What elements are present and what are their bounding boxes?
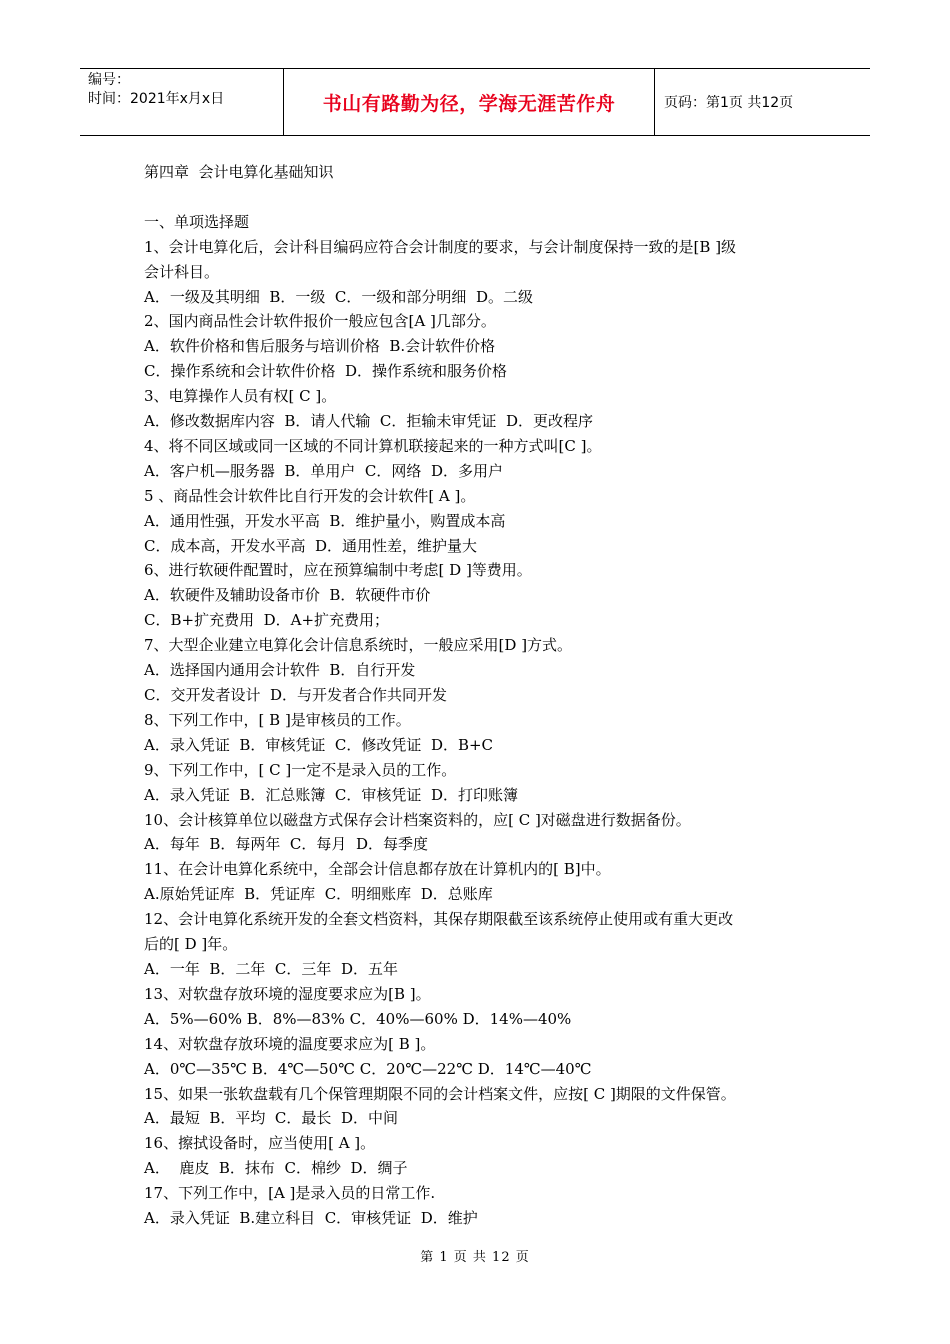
document-body xyxy=(144,160,824,1231)
text-line: A．通用性强，开发水平高 B．维护量小，购置成本高 xyxy=(144,511,506,530)
text-line: A．选择国内通用会计软件 B．自行开发 xyxy=(144,661,416,680)
text-line: C．操作系统和会计软件价格 D．操作系统和服务价格 xyxy=(144,362,508,381)
text-line: 会计科目。 xyxy=(144,262,220,281)
text-line: 10、会计核算单位以磁盘方式保存会计档案资料的，应[ C ]对磁盘进行数据备份。 xyxy=(144,810,691,829)
text-line: C．B+扩充费用 D．A+扩充费用； xyxy=(144,611,390,630)
text-line: 5 、商品性会计软件比自行开发的会计软件[ A ]。 xyxy=(144,486,476,505)
text-line: A．软硬件及辅助设备市价 B．软硬件市价 xyxy=(144,586,431,605)
text-line: A．一级及其明细 B．一级 C．一级和部分明细 D。二级 xyxy=(144,287,533,306)
text-line: 16、擦拭设备时，应当使用[ A ]。 xyxy=(144,1134,376,1153)
header-page-cell xyxy=(655,69,870,135)
text-line: 14、对软盘存放环境的温度要求应为[ B ]。 xyxy=(144,1034,436,1053)
text-line: A．0℃—35℃ B．4℃—50℃ C．20℃—22℃ D．14℃—40℃ xyxy=(144,1059,592,1078)
header-meta xyxy=(80,69,283,135)
text-line: A．录入凭证 B．审核凭证 C．修改凭证 D．B+C xyxy=(144,735,494,754)
text-line: 11、在会计电算化系统中，全部会计信息都存放在计算机内的[ B]中。 xyxy=(144,860,611,879)
text-line: 6、进行软硬件配置时，应在预算编制中考虑[ D ]等费用。 xyxy=(144,561,532,580)
page-indicator: 页码：第1页 共12页 xyxy=(664,95,794,111)
text-line: 13、对软盘存放环境的湿度要求应为[B ]。 xyxy=(144,984,431,1003)
text-line: A． 鹿皮 B．抹布 C．棉纱 D．绸子 xyxy=(144,1159,408,1178)
page-header xyxy=(80,68,870,136)
text-line: 2、国内商品性会计软件报价一般应包含[A ]几部分。 xyxy=(144,312,496,331)
text-line: C．成本高，开发水平高 D．通用性差，维护量大 xyxy=(144,536,478,555)
text-line: 4、将不同区域或同一区域的不同计算机联接起来的一种方式叫[C ]。 xyxy=(144,436,602,455)
chapter-title: 第四章 会计电算化基础知识 xyxy=(144,163,334,181)
question-list xyxy=(144,210,824,1231)
text-line: 后的[ D ]年。 xyxy=(144,935,238,954)
text-line: A．一年 B．二年 C．三年 D．五年 xyxy=(144,959,398,978)
text-line: A．每年 B．每两年 C．每月 D．每季度 xyxy=(144,835,428,854)
text-line: 7、大型企业建立电算化会计信息系统时，一般应采用[D ]方式。 xyxy=(144,636,573,655)
motto: 书山有路勤为径，学海无涯苦作舟 xyxy=(322,92,616,115)
text-line: 一、单项选择题 xyxy=(144,212,250,231)
text-line: A．客户机—服务器 B．单用户 C．网络 D．多用户 xyxy=(144,461,503,480)
text-line: 15、如果一张软盘载有几个保管理期限不同的会计档案文件，应按[ C ]期限的文件保管。 xyxy=(144,1084,736,1103)
text-line: 1、会计电算化后，会计科目编码应符合会计制度的要求，与会计制度保持一致的是[B ]级 xyxy=(144,237,737,256)
text-line: 3、电算操作人员有权[ C ]。 xyxy=(144,387,337,406)
text-line: 17、下列工作中，[A ]是录入员的日常工作. xyxy=(144,1184,436,1203)
text-line: A．录入凭证 B.建立科目 C．审核凭证 D．维护 xyxy=(144,1209,478,1228)
text-line: A.原始凭证库 B．凭证库 C．明细账库 D．总账库 xyxy=(144,885,493,904)
text-line: A．录入凭证 B．汇总账簿 C．审核凭证 D．打印账簿 xyxy=(144,785,518,804)
text-line: C．交开发者设计 D．与开发者合作共同开发 xyxy=(144,686,448,705)
text-line: A．5%—60% B．8%—83% C．40%—60% D．14%—40% xyxy=(144,1009,572,1028)
document-number: 编号： xyxy=(88,72,130,88)
text-line: A．修改数据库内容 B．请人代输 C．拒输未审凭证 D．更改程序 xyxy=(144,412,593,431)
text-line: 8、下列工作中，[ B ]是审核员的工作。 xyxy=(144,710,411,729)
document-time: 时间：2021年x月x日 xyxy=(88,91,225,107)
text-line: A．软件价格和售后服务与培训价格 B.会计软件价格 xyxy=(144,337,496,356)
header-motto-cell xyxy=(283,69,655,135)
page-footer: 第 1 页 共 12 页 xyxy=(420,1250,530,1265)
text-line: 12、会计电算化系统开发的全套文档资料，其保存期限截至该系统停止使用或有重大更改 xyxy=(144,910,734,929)
text-line: 9、下列工作中，[ C ]一定不是录入员的工作。 xyxy=(144,760,457,779)
text-line: A．最短 B．平均 C．最长 D．中间 xyxy=(144,1109,398,1128)
